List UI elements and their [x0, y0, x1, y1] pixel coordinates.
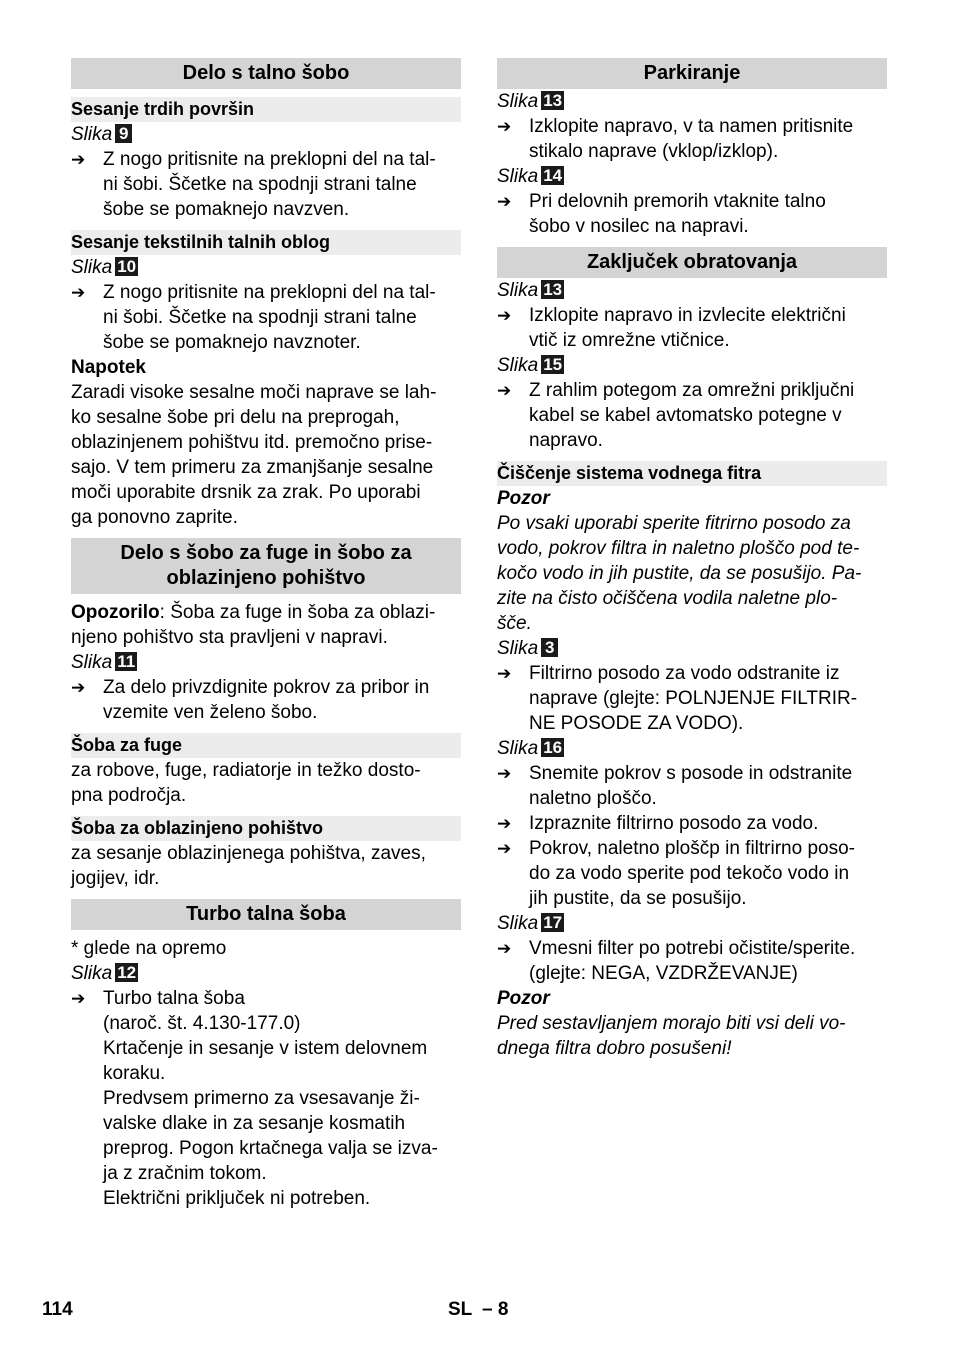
subheading-ciscenje: Čiščenje sistema vodnega fitra: [497, 461, 887, 486]
figure-ref-13: Slika 13: [497, 91, 563, 112]
figure-number-badge: 17: [543, 913, 563, 932]
section-heading-turbo: Turbo talna šoba: [71, 899, 461, 930]
subheading-soba-oblazinjeno: Šoba za oblazinjeno pohištvo: [71, 816, 461, 841]
footer-section: – 8: [482, 1299, 509, 1320]
instruction-step: ➔ Snemite pokrov s posode in odstranite naletno ploščo.: [497, 763, 853, 809]
warning-text: : Šoba za fuge in šoba za oblazi- njeno pohištvo sta pravljeni v napravi.: [71, 602, 436, 648]
note-text: Zaradi visoke sesalne moči naprave se lah- ko sesalne šobe pri delu na preprogah, oblazinjenem pohištvu itd. premočno prise- sajo. V tem primeru za zmanjšanje sesalne moči uporabite drsnik za zrak. Po uporabi ga ponovno zaprite.: [71, 382, 437, 528]
figure-number-badge: 14: [543, 166, 563, 185]
figure-ref-15: Slika 15: [497, 355, 563, 376]
figure-number-badge: 12: [117, 963, 137, 982]
arrow-right-icon: ➔: [497, 839, 512, 858]
figure-ref-10: Slika 10: [71, 257, 137, 278]
instruction-step: ➔ Izklopite napravo, v ta namen pritisnite stikalo naprave (vklop/izklop).: [497, 116, 854, 162]
figure-number-badge: 11: [117, 652, 136, 671]
instruction-step: ➔ Pri delovnih premorih vtaknite talno šobo v nosilec na napravi.: [497, 191, 826, 237]
caution-label: Pozor: [497, 488, 550, 509]
figure-number-badge: 13: [543, 280, 563, 299]
figure-ref-17: Slika 17: [497, 913, 563, 934]
page-number: 114: [42, 1299, 73, 1320]
warning-paragraph: [71, 600, 461, 650]
figure-ref-label: Slika: [71, 124, 113, 145]
instruction-step: ➔ Vmesni filter po potrebi očistite/sperite. (glejte: NEGA, VZDRŽEVANJE): [497, 938, 856, 984]
instruction-step: ➔ Turbo talna šoba (naroč. št. 4.130-177.0): [71, 988, 301, 1034]
subheading-trdih: Sesanje trdih površin: [71, 97, 461, 122]
arrow-right-icon: ➔: [497, 764, 512, 783]
figure-ref-11: Slika 11: [71, 652, 136, 673]
right-column: [497, 58, 887, 1061]
section-heading-zakljucek: Zaključek obratovanja: [497, 247, 887, 278]
note-label: Napotek: [71, 357, 146, 378]
arrow-right-icon: ➔: [497, 381, 512, 400]
arrow-right-icon: ➔: [497, 814, 512, 833]
caution-label: Pozor: [497, 988, 550, 1009]
instruction-step: ➔ Izpraznite filtrirno posodo za vodo.: [497, 813, 819, 834]
instruction-step: ➔ Filtrirno posodo za vodo odstranite iz naprave (glejte: POLNJENJE FILTRIR- NE POSODE ZA VODO).: [497, 663, 858, 734]
text-soba-oblazinjeno: za sesanje oblazinjenega pohištva, zaves, jogijev, idr.: [71, 843, 426, 889]
arrow-right-icon: ➔: [71, 283, 86, 302]
figure-number-badge: 9: [115, 124, 132, 143]
section-heading-delo-talno: Delo s talno šobo: [71, 58, 461, 89]
arrow-right-icon: ➔: [71, 678, 86, 697]
instruction-step: ➔ Pokrov, naletno ploščp in filtrirno poso- do za vodo sperite pod tekočo vodo in jih pustite, da se posušijo.: [497, 838, 855, 909]
footer-language: SL: [448, 1299, 473, 1320]
figure-ref-9: [71, 122, 461, 147]
instruction-step: ➔ Izklopite napravo in izvlecite električni vtič iz omrežne vtičnice.: [497, 305, 846, 351]
turbo-paragraph: Krtačenje in sesanje v istem delovnem koraku.: [103, 1038, 428, 1084]
left-column: [71, 58, 461, 1211]
figure-number-badge: 16: [543, 738, 563, 757]
figure-ref-13: Slika 13: [497, 280, 563, 301]
subheading-tekstilnih: Sesanje tekstilnih talnih oblog: [71, 230, 461, 255]
figure-ref-3: Slika 3: [497, 636, 887, 661]
section-heading-fuge-oblazinjeno: Delo s šobo za fuge in šobo za oblazinjeno pohištvo: [71, 538, 461, 594]
arrow-right-icon: ➔: [71, 989, 86, 1008]
arrow-right-icon: ➔: [497, 192, 512, 211]
text-soba-fuge: za robove, fuge, radiatorje in težko dosto- pna področja.: [71, 760, 421, 806]
figure-ref-12: Slika 12: [71, 963, 137, 984]
instruction-step: ➔ Z nogo pritisnite na preklopni del na tal- ni šobi. Ščetke na spodnji strani talne šobe se pomaknejo navznoter.: [71, 282, 436, 353]
caution-text: Pred sestavljanjem morajo biti vsi deli vo- dnega filtra dobro posušeni!: [497, 1013, 846, 1059]
arrow-right-icon: ➔: [497, 664, 512, 683]
subheading-soba-fuge: Šoba za fuge: [71, 733, 461, 758]
figure-number-badge: 10: [117, 257, 137, 276]
figure-number-badge: 13: [543, 91, 563, 110]
warning-label: Opozorilo: [71, 602, 160, 623]
instruction-step: ➔ Za delo privzdignite pokrov za pribor in vzemite ven želeno šobo.: [71, 677, 430, 723]
figure-ref-14: Slika 14: [497, 166, 563, 187]
figure-ref-16: Slika 16: [497, 738, 563, 759]
turbo-paragraph: Predvsem primerno za vsesavanje ži- valske dlake in za sesanje kosmatih preprog. Pogon krtačnega valja se izva- ja z zračnim tokom.: [103, 1088, 438, 1184]
caution-text: Po vsaki uporabi sperite fitrirno posodo za vodo, pokrov filtra in naletno ploščo pod te- kočo vodo in jih pustite, da se posušijo. Pa- zite na čisto očiščena vodila naletne plo- šče.: [497, 513, 862, 634]
arrow-right-icon: ➔: [497, 117, 512, 136]
figure-number-badge: 15: [543, 355, 563, 374]
instruction-step: ➔ Z nogo pritisnite na preklopni del na tal- ni šobi. Ščetke na spodnji strani talne šobe se pomaknejo navzven.: [71, 149, 436, 220]
arrow-right-icon: ➔: [497, 939, 512, 958]
instruction-step: ➔ Z rahlim potegom za omrežni priključni kabel se kabel avtomatsko potegne v napravo.: [497, 380, 855, 451]
figure-number-badge: 3: [541, 638, 558, 657]
arrow-right-icon: ➔: [71, 150, 86, 169]
equipment-note: * glede na opremo: [71, 938, 227, 959]
turbo-paragraph: Električni priključek ni potreben.: [103, 1188, 371, 1209]
section-heading-parkiranje: Parkiranje: [497, 58, 887, 89]
arrow-right-icon: ➔: [497, 306, 512, 325]
